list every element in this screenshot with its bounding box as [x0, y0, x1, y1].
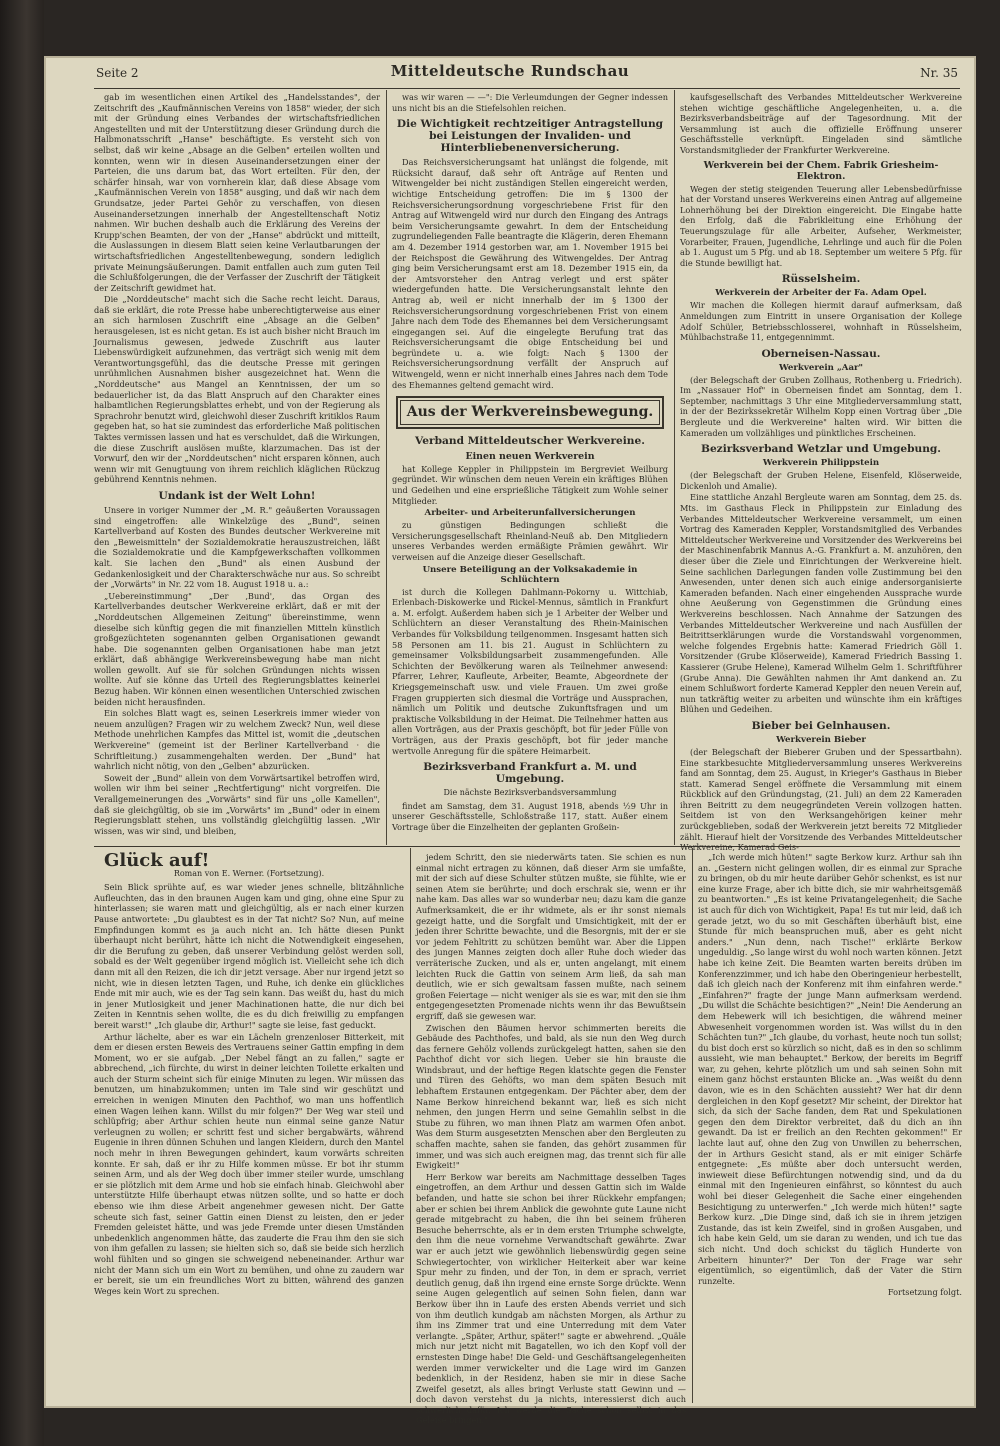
subheadline: Werkverein der Arbeiter der Fa. Adam Opel.	[715, 288, 927, 299]
novel-paragraph: Sein Blick sprühte auf, es war wieder jenes schnelle, blitzähnliche Aufleuchten, das in den braunen Augen kam und ging, ohne eine Spur zu hinterlassen; sie waren matt und gleichgültig, als er nach einer kurzen Pause antwortete: „Du glaubtest es in der Tat nicht? So? Nun, auf meine Empfindungen kommt es ja auch nicht an. Ich hätte diesen Punkt überhaupt nicht berührt, hätte ich nicht die Notwendigkeit eingesehen, dir die Berufung zu geben, daß unserer Verbindung gelöst werden soll, sobald es der Welt gegenüber irgend möglich ist. Vielleicht sehe ich dich dann mit all den Reizen, die ich dir jetzt versage. Aber nur irgend jetzt so nicht, wie in diesen letzten Tagen, und Ruhe, ich denke ein glückliches Ende mit mir auch, wie es der Tag sein kann. Das weißt du, hast du mich in jener Mutlosigkeit und jener Machinationen hatte, die nur dich bei Zeiten in Kenntnis sehen wollte, die es du dich freiwillig zu empfangen bereit warst!" „Ich glaube dir, Arthur!" sagte sie leise, fast geduckt.	[94, 882, 404, 1030]
column-divider	[674, 90, 675, 845]
article-paragraph: Wir machen die Kollegen hiermit darauf aufmerksam, daß Anmeldungen zum Eintritt in unsere Organisation der Kollege Adolf Schüler, Betriebsschlosserei, wohnhaft in Rüsselsheim, Mühlbachstraße 11, entgegennimmt.	[680, 300, 962, 343]
column-divider	[410, 848, 411, 1403]
article-paragraph: Soweit der „Bund" allein von dem Vorwärtsartikel betroffen wird, wollen wir ihm bei seiner „Rechtfertigung" nicht vorgreifen. Die Verallgemeinerungen des „Vorwärts" sind für uns „olle Kamellen", daß sie gleichgültig, ob sie im „Vorwärts" im „Bund" oder in einem Regierungsblatt stehen, uns vollständig gleichgültig lassen. „Wir wissen, was wir sind, und bleiben,	[94, 772, 380, 836]
header-rule	[94, 88, 960, 89]
novel-paragraph: Herr Berkow war bereits am Nachmittage desselben Tages eingetroffen, an dem Arthur und dessen Gattin sich im Walde befanden, und hatte sie schon bei ihrer Rückkehr empfangen; aber er schien bei ihrem Anblick die gewohnte gute Laune nicht gerade mitgebracht zu haben, die ihn bei seinem früheren Besuche beherrschte, als er in dem ersten Triumphe schwelgte, den ihm die neue vornehme Verwandtschaft gewährte. Zwar war er auch jetzt wie gewöhnlich liebenswürdig gegen seine Schwiegertochter, von wirklicher Heiterkeit aber war keine Spur mehr zu finden, und der Ton, in dem er sprach, verriet deutlich genug, daß ihn irgend eine ernste Sorge drückte. Wenn seine Augen gelegentlich auf seinen Sohn fielen, dann war Berkow über ihn in Laufe des ersten Abends verriet und sich von ihm deutlich kundgab am nächsten Morgen, als Arthur zu ihm ins Zimmer trat und eine Unterredung mit dem Vater verlangte. „Später, Arthur, später!" sagte er abwehrend. „Quäle mich nur jetzt nicht mit Bagatellen, wo ich den Kopf voll der ernstesten Dinge habe! Die Geld- und Geschäftsangelegenheiten werden immer verwickelter und die Lage wird im Ganzen bedenklich, in der Residenz, haben sie mir in diese Sache Zweifel gesetzt, als alles bringt Verluste statt Gewinn und — doch davon verstehst du ja nichts, interessierst dich auch schwerlich dafür. Ich werde die Sache schon selbst in das Geleise bringen."	[416, 1171, 686, 1426]
article-paragraph: Ein solches Blatt wagt es, seinen Leserkreis immer wieder von neuem anzulügen? Fragen wir zu welchem Zweck? Nun, weil diese Methode unehrlichen Kampfes das Mittel ist, womit die „deutschen Werkvereine" (gemeint ist der Berliner Kartellverband · die Schriftleitung.) zusammengehalten werden. Der „Bund" hat wahrlich nicht nötig, von den „Gelben" abzurücken.	[94, 708, 380, 772]
novel-paragraph: Arthur lächelte, aber es war ein Lächeln grenzenloser Bitterkeit, mit dem er diesen ersten Beweis des Vertrauens seiner Gattin empfing in dem Moment, wo er sie aufgab. „Der Nebel fängt an zu fallen," sagte er abbrechend, „ich fürchte, du wirst in deiner leichten Toilette erkalten und auch der Sturm scheint sich für einige Minuten zu legen. Wir müssen das benutzen, um hinabzukommen; unten im Tale sind wir geschützt und erreichen in wenigen Minuten den Pachthof, wo man uns hoffentlich einen Wagen leihen kann. Willst du mir folgen?" Der Weg war steil und schlüpfrig; aber Arthur schien heute nun einmal seine ganze Natur verleugnen zu wollen; er schritt fest und sicher bergabwärts, während Eugenie in ihren dünnen Schuhen und langen Kleidern, durch den Mantel noch mehr in ihren Bewegungen gehindert, kaum vorwärts schreiten konnte. Er sah, daß er ihr zu Hilfe kommen müsse. Er bot ihr stumm seinen Arm, und als der Weg doch über immer steiler wurde, umschlang er sie plötzlich mit dem Arme und hob sie einfach hinab. Gleichwohl aber unterstützte Hilfe überhaupt etwas nützen sollte, und so hatte er doch ebenso wie ihm diese Arbeit angenehmer gewesen nicht. Der Gatte scheute sich fast, seiner Gattin einen Dienst zu leisten, den er jeder Fremden geleistet hätte, und was jede Fremde unter diesen Umständen unbedenklich angenommen hätte, das zauderte die Frau ihm den sie sich von ihm gefallen zu lassen; sie hielten sich so, daß sie beide sich herzlich wohl fühlten und so gingen sie schweigend nebeneinander. Arthur war nicht der Mann sich um ein Wort zu bemühen, und ohne zu zaudern war er bereit, sie um ein freundliches Wort zu bitten, während des ganzen Weges kein Wort zu sprechen.	[94, 1031, 404, 1296]
subheadline: Die nächste Bezirksverbandsversammlung	[443, 788, 617, 798]
headline-verband: Verband Mitteldeutscher Werkvereine.	[415, 434, 645, 447]
subheadline: Werkverein „Aar"	[778, 362, 864, 373]
novel-subtitle: Roman von E. Werner. (Fortsetzung).	[173, 868, 325, 878]
column-divider	[386, 90, 387, 845]
article-column-1	[94, 92, 380, 844]
article-paragraph: findet am Samstag, dem 31. August 1918, abends ½9 Uhr in unserer Geschäftsstelle, Schloßstraße 117, statt. Außer einem Vortrage über die Einzelheiten der geplanten Großein-	[392, 800, 668, 832]
article-paragraph: kaufsgesellschaft des Verbandes Mitteldeutscher Werkvereine stehen wichtige geschäftliche Angelegenheiten, u. a. die Bezirksverbandsbeiträge auf der Tagesordnung. Mit der Versammlung ist auch die offizielle Eröffnung unserer Geschäftsstelle verknüpft. Eingeladen sind sämtliche Vorstandsmitglieder der Frankfurter Werkvereine.	[680, 92, 962, 155]
headline-location: Bieber bei Gelnhausen.	[751, 719, 891, 732]
section-banner	[396, 396, 664, 429]
page-number: Seite 2	[96, 66, 139, 80]
subheadline: Werkverein bei der Chem. Fabrik Griesheim-Elektron.	[703, 159, 939, 182]
article-paragraph: (der Belegschaft der Bieberer Gruben und der Spessartbahn). Eine starkbesuchte Mitgliederversammlung unseres Werkvereins fand am Sonntag, dem 25. August, in Krieger's Gasthaus in Bieber statt. Kamerad Sengel eröffnete die Versammlung mit einem Rückblick auf den Gründungstag, (21. Juli) an dem 22 Kameraden ihren Beitritt zu dem neugegründeten Verein vollzogen hatten. Seitdem ist von den Werksangehörigen keiner mehr zurückgeblieben, sodaß der Werkverein jetzt bereits 72 Mitglieder zählt. Hierauf hielt der Vorsitzende des Verbandes Mitteldeutscher Werkvereine, Kamerad Geis-	[680, 746, 962, 853]
issue-number: Nr. 35	[920, 66, 958, 80]
novel-paragraph: Zwischen den Bäumen hervor schimmerten bereits die Gebäude des Pachthofes, und bald, als sie nun den Weg durch das fernere Gehölz vollends zurückgelegt hatten, sahen sie den Pachthof dicht vor sich liegen. Ueber sie hin brauste die Windsbraut, und der heftige Regen klatschte gegen die Fenster und Türen des Gehöfts, wo man dem späten Besuch mit lebhaftem Erstaunen entgegenkam. Der Pächter aber, dem der Name Berkow hinreichend bekannt war, ließ es sich nicht nehmen, den jungen Herrn und seine Gemahlin selbst in die Stube zu führen, wo man ihnen Platz am warmen Ofen anbot. Was dem Sturm ausgesetzten Menschen aber den Bergleuten zu schaffen machte, sahen sie fanden, das gehört zusammen für immer, und was sich auch ereignen mag, das trennt sich für alle Ewigkeit!"	[416, 1022, 686, 1171]
article-paragraph: zu günstigen Bedingungen schließt die Versicherungsgesellschaft Rheinland-Neuß ab. Den Mitgliedern unseres Verbandes werden ermäßigte Prämien gewährt. Wir verweisen auf die Anzeige dieser Gesellschaft.	[392, 520, 668, 562]
article-paragraph: ist durch die Kollegen Dahlmann-Pokorny u. Wittchiab, Erlenbach-Diskowerke und Rickel-Mennus, sämtlich in Frankfurt a. M. erfolgt. Außerdem haben sich je 1 Arbeiter der Welber und Schlüchtern an dieser Veranstaltung des Rhein-Mainischen Verbandes für Volksbildung teilgenommen. Insgesamt hatten sich 58 Personen am 11. bis 21. August in Schlüchtern zu gemeinsamer Volksbildungsarbeit zusammengefunden. Alle Schichten der Bevölkerung waren als Teilnehmer anwesend: Pfarrer, Lehrer, Kaufleute, Arbeiter, Beamte, Abgeordnete der Kriegsgemeinschaft usw. und viele Frauen. Um zwei große Fragen gruppierten sich diesmal die Vorträge und Aussprachen, nämlich um Politik und deutsche Zukunftsfragen und um praktische Volksbildung in der Heimat. Die Teilnehmer hatten aus allen Vorträgen, aus der Praxis geschöpft, bot für jeder Fülle von Vorträgen, aus der Praxis geschöpft, bot für jeder manche wertvolle Anregung für die spätere Heimarbeit.	[392, 586, 668, 756]
subheadline: Einen neuen Werkverein	[465, 450, 595, 462]
newspaper-title: Mitteldeutsche Rundschau	[390, 62, 630, 80]
subheadline: Werkverein Bieber	[776, 734, 866, 745]
article-paragraph: Wegen der stetig steigenden Teuerung aller Lebensbedürfnisse hat der Vorstand unseres Werkvereins einen Antrag auf allgemeine Lohnerhöhung bei der Direktion eingereicht. Die Eingabe hatte den Erfolg, daß die Fabrikleitung eine Erhöhung der Teuerungszulage für alle Arbeiter, Aufseher, Werkmeister, Vorarbeiter, Frauen, Jugendliche, Lehrlinge und auch für die Polen ab 1. August um 5 Pfg. und ab 18. September um weitere 5 Pfg. für die Stunde bewilligt hat.	[680, 183, 962, 268]
article-paragraph: (der Belegschaft der Gruben Helene, Eisenfeld, Klöserweide, Dickenloh und Amalie).	[680, 470, 962, 491]
novel-column-3	[698, 852, 962, 1404]
section-banner-title: Aus der Werkvereinsbewegung.	[400, 400, 660, 425]
article-paragraph: (der Belegschaft der Gruben Zollhaus, Rothenberg u. Friedrich). Im „Nassauer Hof" in Oberneisen findet am Sonntag, dem 1. September, nachmittags 3 Uhr eine Mitgliederversammlung statt, in der der Bezirkssekretär Wilhelm Kopp einen Vortrag über „Die Bergleute und die Werkvereine" halten wird. Wir bitten die Kameraden um vollzähliges und pünktliches Erscheinen.	[680, 374, 962, 438]
article-paragraph: Das Reichsversicherungsamt hat unlängst die folgende, mit Rücksicht darauf, daß sehr oft Anträge auf Renten und Witwengelder bei nicht zuständigen Stellen eingereicht werden, wichtige Entscheidung getroffen: Die im § 1300 der Reichsversicherungsordnung vorgeschriebene Frist für den Antrag auf Witwengeld wird nur durch den Eingang des Antrags beim Versicherungsamte gewahrt. In dem der Entscheidung zugrundeliegenden Falle beantragte die Klägerin, deren Ehemann am 4. Dezember 1914 gestorben war, am 1. November 1915 bei der Reichspost die Gewährung des Witwengeldes. Der Antrag ging beim Versicherungsamt erst am 18. Dezember 1915 ein, da der Amtsvorsteher den Antrag verlegt und erst später wiedergefunden hatte. Die Versicherungsanstalt lehnte den Antrag ab, weil er nicht innerhalb der im § 1300 der Reichsversicherungsordnung vorgeschriebenen Frist von einem Jahre nach dem Tode des Ehemannes bei dem Versicherungsamt eingegangen sei. Auf die eingelegte Berufung trat das Reichsversicherungsamt die obige Entscheidung bei und begründete u. a. wie folgt: Nach § 1300 der Reichsversicherungsordnung verfällt der Anspruch auf Witwengeld, wenn er nicht innerhalb eines Jahres nach dem Tode des Ehemannes geltend gemacht wird.	[392, 157, 668, 390]
headline-antragstellung: Die Wichtigkeit rechtzeitiger Antragstellung bei Leistungen der Invaliden- und Hinterbliebenenversicherung.	[396, 118, 664, 155]
headline-location: Rüsselsheim.	[781, 273, 861, 286]
article-paragraph: Eine stattliche Anzahl Bergleute waren am Sonntag, dem 25. ds. Mts. im Gasthaus Fleck in Philippstein zur Einladung des Verbandes Mitteldeutscher Werkvereine versammelt, um einen Vortrag des Kameraden Keppler, Vorstandsmitglied des Verbandes Mitteldeutscher Werkvereine und Vorsitzender des Werkvereins bei der Maschinenfabrik Mannus A.-G. Frankfurt a. M. anzuhören, den dieser über die Ziele und Einrichtungen der Werkvereine hielt. Seine sachlichen Darlegungen fanden volle Zustimmung bei den Anwesenden, unter denen sich auch einige andersorganisierte Kameraden befanden. Nach einer eingehenden Aussprache wurde ohne Aeußerung von Gegenstimmen die Gründung eines Werkvereins beschlossen. Nach Annahme der Satzungen des Verbandes Mitteldeutscher Werkvereine und nach Ausfüllen der Beitrittserklärungen wurde die Vorstandswahl vorgenommen, welche folgendes Ergebnis hatte: Kamerad Friedrich Göll 1. Vorsitzender (Grube Klöserweide), Kamerad Friedrich Bassing 1. Kassierer (Grube Helene), Kamerad Wilhelm Gelm 1. Schriftführer (Grube Anna). Die Gewählten nahmen ihr Amt dankend an. Zu einem Schlußwort forderte Kamerad Keppler den neuen Verein auf, nun tatkräftig weiter zu arbeiten und wünschte ihm ein kräftiges Blühen und Gedeihen.	[680, 492, 962, 715]
continued-note: Fortsetzung folgt.	[887, 1287, 962, 1298]
novel-title: Glück auf!	[104, 850, 210, 871]
headline-location: Oberneisen-Nassau.	[761, 347, 881, 360]
subheadline: Werkverein Philippstein	[762, 458, 880, 469]
page-header	[44, 62, 976, 88]
article-paragraph: was wir waren — —": Die Verleumdungen der Gegner indessen uns nicht bis an die Stiefelsohlen reichen.	[392, 92, 668, 113]
headline-bezirksverband: Bezirksverband Frankfurt a. M. und Umgebung.	[423, 761, 637, 786]
novel-column-2	[416, 852, 686, 1426]
article-paragraph: hat Kollege Keppler in Philippstein im Bergreviet Weilburg gegründet. Wir wünschen dem neuen Verein ein kräftiges Blühen und Gedeihen und eine ersprießliche Tätigkeit zum Wohle seiner Mitglieder.	[392, 463, 668, 506]
subheadline: Arbeiter- und Arbeiterunfallversicherungen	[424, 508, 636, 519]
column-divider	[692, 848, 693, 1403]
subheadline: Unsere Beteiligung an der Volksakademie in Schlüchtern	[422, 564, 638, 585]
article-paragraph: Die „Norddeutsche" macht sich die Sache recht leicht. Daraus, daß sie erklärt, die rote Presse habe unberechtigterweise aus einer an sich harmlosen Zuschrift eine „Absage an die Gelben" herausgelesen, ist es nicht getan. Es ist auch bisher nicht Brauch im Journalismus gewesen, jedwede Zuschrift aus lauter Liebenswürdigkeit aufzunehmen, das verträgt sich wenig mit dem Verantwortungsgefühl, das die deutsche Presse mit geringen unrühmlichen Ausnahmen bisher ausgezeichnet hat. Wenn die „Norddeutsche" aus Mangel an Kenntnissen, der um so bedauerlicher ist, da das Blatt Anspruch auf den Charakter eines halbamtlichen Regierungsblattes erhebt, und von der Regierung als Sprachrohr benutzt wird, gleichwohl dieser Zuschrift kritiklos Raum gegeben hat, so hat sie zumindest das erforderliche Maß politischen Taktes vermissen lassen und hat es verschuldet, daß die Wirkungen, die diese Zuschrift auslösen mußte, klarzumachen. Das ist der Vorwurf, den wir der „Norddeutschen" nicht ersparen können, auch wenn wir mit Genugtuung von ihrem reichlich kläglichen Rückzug gebührend Kenntnis nehmen.	[94, 294, 380, 485]
book-binding	[0, 0, 44, 1446]
novel-paragraph: „Ich werde mich hüten!" sagte Berkow kurz. Arthur sah ihn an. „Gestern nicht gelingen wollen, dir es einmal zur Sprache zu bringen, ob du mir heute darüber Gehör schenkst, es ist nur eine kurze Frage, aber ich bitte dich, sie mir wahrheitsgemäß zu beantworten." „Es ist keine Privatangelegenheit; die Sache ist auch für dich von Wichtigkeit, Papa! Es tut mir leid, daß ich gerade jetzt, wo du so mit Geschäften überhäuft bist, eine Stunde für mich beanspruchen muß, aber es geht nicht anders." „Nun denn, nach Tische!" erklärte Berkow ungeduldig. „So lange wirst du wohl noch warten können. Jetzt habe ich keine Zeit. Die Beamten warten bereits drüben im Konferenzzimmer, und ich habe den Oberingenieur herbestellt, daß ich gleich nach der Konferenz mit ihm einfahren werde." „Einfahren?" fragte der junge Mann aufmerksam werdend. „Du willst die Schächte besichtigen?" „Nein! Die Aenderung an dem Hebewerk will ich besichtigen, die während meiner Abwesenheit vorgenommen worden ist. Was willst du in den Schächten tun?" „Ich glaube, du vorhast, heute noch tun sollst; du bist doch erst so kürzlich so nicht, daß es in den so schlimm aussieht, wie man behauptet." Berkow, der bereits im Begriff war, zu gehen, kehrte plötzlich um und sah seinen Sohn mit einem ganz höchst erstaunten Blicke an. „Was weißt du denn davon, wie es in den Schächten aussieht? Wer hat dir denn dergleichen in den Kopf gesetzt? Mir scheint, der Direktor hat sich, da sich der Sache fanden, dem Rat und Spekulationen gegen den dem Direktor verbreitet, daß du dich an ihn gewandt. Da ist er freilich an den Rechten gekommen!" Er lachte laut auf, ohne den Zug von Unwillen zu beherrschen, der in Arthurs Gesicht stand, als er mit einiger Schärfe entgegnete: „Es müßte aber doch untersucht werden, inwieweit diese Befürchtungen notwendig sind, und da du einmal mit den Ingenieuren einfährst, so könntest du auch wohl bei dieser Gelegenheit die Sache einer eingehenden Besichtigung zu unterwerfen." „Ich werde mich hüten!" sagte Berkow kurz. „Die Dinge sind, daß ich sie in ihrem jetzigen Zustande, das ist kein Zweifel, sind in großen Ausgaben, und ich habe kein Geld, um sie daran zu wenden, und ich tue das sich nicht. Und doch schickst du täglich Hunderte von Arbeitern hinunter?" Der Ton der Frage war sehr eigentümlich, so eigentümlich, daß der Vater die Stirn runzelte.	[698, 852, 962, 1286]
newspaper-page	[44, 56, 976, 1426]
article-column-2	[392, 92, 668, 844]
article-paragraph: Unsere in voriger Nummer der „M. R." geäußerten Voraussagen sind eingetroffen: alle Winkelzüge des „Bund", seinen Kartellverband auf Kosten des Bundes deutscher Werkvereine mit den „Beweismitteln" der Sozialdemokratie herauszustreichen, läßt die Sozialdemokratie und die Kampfgewerkschaften vollkommen kalt. Sie lachen den „Bund" als einen Ausbund der Gedankenlosigkeit und der Charakterschwäche nur aus. So schreibt der „Vorwärts" in Nr. 22 vom 18. August 1918 u. a.:	[94, 504, 380, 590]
article-paragraph: „Uebereinstimmung" „Der ‚Bund', das Organ des Kartellverbandes deutscher Werkvereine erklärt, daß er mit der „Norddeutschen Allgemeinen Zeitung" übereinstimme, wenn dieselbe sich künftig gegen die mit finanziellen Mitteln künstlich großgezüchteten sogenannten gelben Organisationen gewandt habe. Die sogenannten gelben Organisationen habe man jetzt erklärt, daß abhängige Werkvereinsbewegung habe man nicht wollen gewollt. Auf sie für solchen Gründungen nichts wissen wollte. Auf sie könne das Urteil des Regierungsblattes keinerlei Bezug haben. Wir können einen wesentlichen Unterschied zwischen beiden nicht herausfinden.	[94, 590, 380, 707]
novel-column-1	[94, 852, 404, 1404]
novel-paragraph: jedem Schritt, den sie niederwärts taten. Sie schien es nun einmal nicht ertragen zu können, daß dieser Arm sie umfaßte, mit der sich auf diese Schulter stützen mußte, sie fühlte, wie er seinen Atem sie berührte; und doch erschrak sie, wenn er ihr nahe kam. Das alles war so wunderbar neu; dazu kam die ganze Aufmerksamkeit, die er ihr widmete, als er ihr sonst niemals gezeigt hatte, und die Sorgfalt und Umsichtigkeit, mit der er jeden ihrer Schritte bewachte, und die Besorgnis, mit der er sie vor jedem Fehltritt zu schützen bemüht war. Aber die Lippen des jungen Mannes zeigten doch aller Ruhe doch wieder das verräterische Zucken, und als er, unten angelangt, mit einem leichten Ruck die Gattin von seinem Arm ließ, da sah man deutlich, wie er sich gewaltsam fassen mußte, nach seinem großen Feiertage — nicht weniger als sie es war, mit den sie ihm entgegengesetzten Promenade nichts wenn ihr das Bewußtsein ergriff, daß sie gewesen war.	[416, 852, 686, 1021]
headline-undank: Undank ist der Welt Lohn!	[158, 489, 316, 502]
headline-location: Bezirksverband Wetzlar und Umgebung.	[700, 443, 941, 456]
article-paragraph: gab im wesentlichen einen Artikel des „Handelsstandes", der Zeitschrift des „Kaufmännischen Vereins von 1858" wieder, der sich mit der Gründung eines Verbandes der wirtschaftsfriedlichen Angestellten und mit der Unterstützung dieser Gründung durch die Halbmonatsschrift „Hanse" beschäftigte. Es versteht sich von selbst, daß wir keine „Absage an die Gelben" erteilen wollten und konnten, wenn wir in diesen Auseinandersetzungen einer der Parteien, die uns darum bat, das Wort erteilten. Für den, der schärfer hinsah, war von vornherein klar, daß diese Absage vom „Kaufmännischen Verein von 1858" ausging, und daß wir nach dem Grundsatze, jeder Partei Gehör zu verschaffen, von diesen Auseinandersetzungen innerhalb der Angestelltenschaft Notiz nahmen. Wir buchen deshalb auch die Erklärung des Vereins der Krupp'schen Beamten, der von der „Hanse" abdrückt und mitteilt, die Auslassungen in diesem Blatt seien keine Verlautbarungen der wirtschaftsfriedlichen Angestelltenbewegung, sondern lediglich private Meinungsäußerungen. Damit entfallen auch zum guten Teil die Schlußfolgerungen, die der Verfasser der Zuschrift der Tätigkeit der Zeitschrift gewidmet hat.	[94, 92, 380, 293]
article-column-3	[680, 92, 962, 853]
